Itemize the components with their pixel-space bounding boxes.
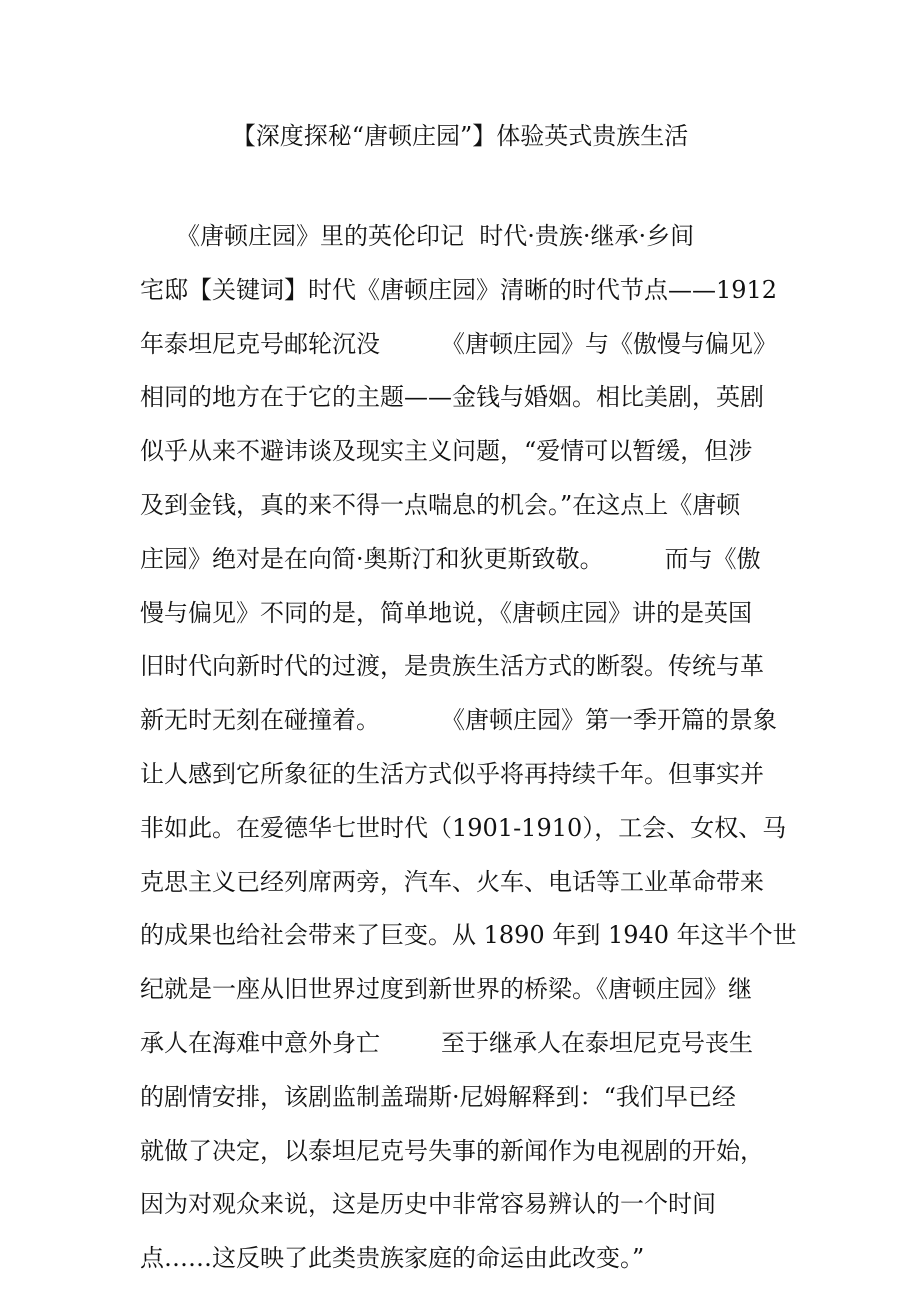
body-line: 宅邸【关键词】时代《唐顿庄园》清晰的时代节点——1912 bbox=[140, 275, 778, 304]
body-line: 纪就是一座从旧世界过度到新世界的桥梁。《唐顿庄园》继 bbox=[140, 975, 752, 1004]
document-title: 【深度探秘“唐顿庄园”】体验英式贵族生活 bbox=[231, 122, 689, 150]
body-line: 因为对观众来说，这是历史中非常容易辨认的一个时间 bbox=[140, 1190, 716, 1219]
document-body bbox=[140, 210, 800, 1286]
body-line: 点……这反映了此类贵族家庭的命运由此改变。” bbox=[140, 1244, 645, 1273]
body-line: 承人在海难中意外身亡 至于继承人在泰坦尼克号丧生 bbox=[140, 1028, 754, 1057]
body-line: 就做了决定，以泰坦尼克号失事的新闻作为电视剧的开始， bbox=[140, 1136, 764, 1165]
body-line: 相同的地方在于它的主题——金钱与婚姻。相比美剧，英剧 bbox=[140, 383, 764, 412]
body-line: 旧时代向新时代的过渡，是贵族生活方式的断裂。传统与革 bbox=[140, 652, 764, 681]
body-line: 似乎从来不避讳谈及现实主义问题，“爱情可以暂缓，但涉 bbox=[140, 437, 753, 466]
body-line: 的剧情安排，该剧监制盖瑞斯·尼姆解释到：“我们早已经 bbox=[140, 1082, 736, 1111]
body-line: 庄园》绝对是在向简·奥斯汀和狄更斯致敬。 而与《傲 bbox=[140, 544, 761, 573]
body-line: 年泰坦尼克号邮轮沉没 《唐顿庄园》与《傲慢与偏见》 bbox=[140, 329, 778, 358]
body-line: 《唐顿庄园》里的英伦印记 时代·贵族·继承·乡间 bbox=[140, 222, 695, 250]
body-line: 慢与偏见》不同的是，简单地说，《唐顿庄园》讲的是英国 bbox=[140, 598, 752, 627]
body-line: 让人感到它所象征的生活方式似乎将再持续千年。但事实并 bbox=[140, 759, 764, 788]
body-line: 新无时无刻在碰撞着。 《唐顿庄园》第一季开篇的景象 bbox=[140, 706, 778, 735]
body-line: 非如此。在爱德华七世时代（1901-1910），工会、女权、马 bbox=[140, 813, 787, 842]
body-line: 克思主义已经列席两旁，汽车、火车、电话等工业革命带来 bbox=[140, 867, 764, 896]
body-line: 及到金钱，真的来不得一点喘息的机会。”在这点上《唐顿 bbox=[140, 490, 741, 519]
body-line: 的成果也给社会带来了巨变。从 1890 年到 1940 年这半个世 bbox=[140, 921, 797, 950]
